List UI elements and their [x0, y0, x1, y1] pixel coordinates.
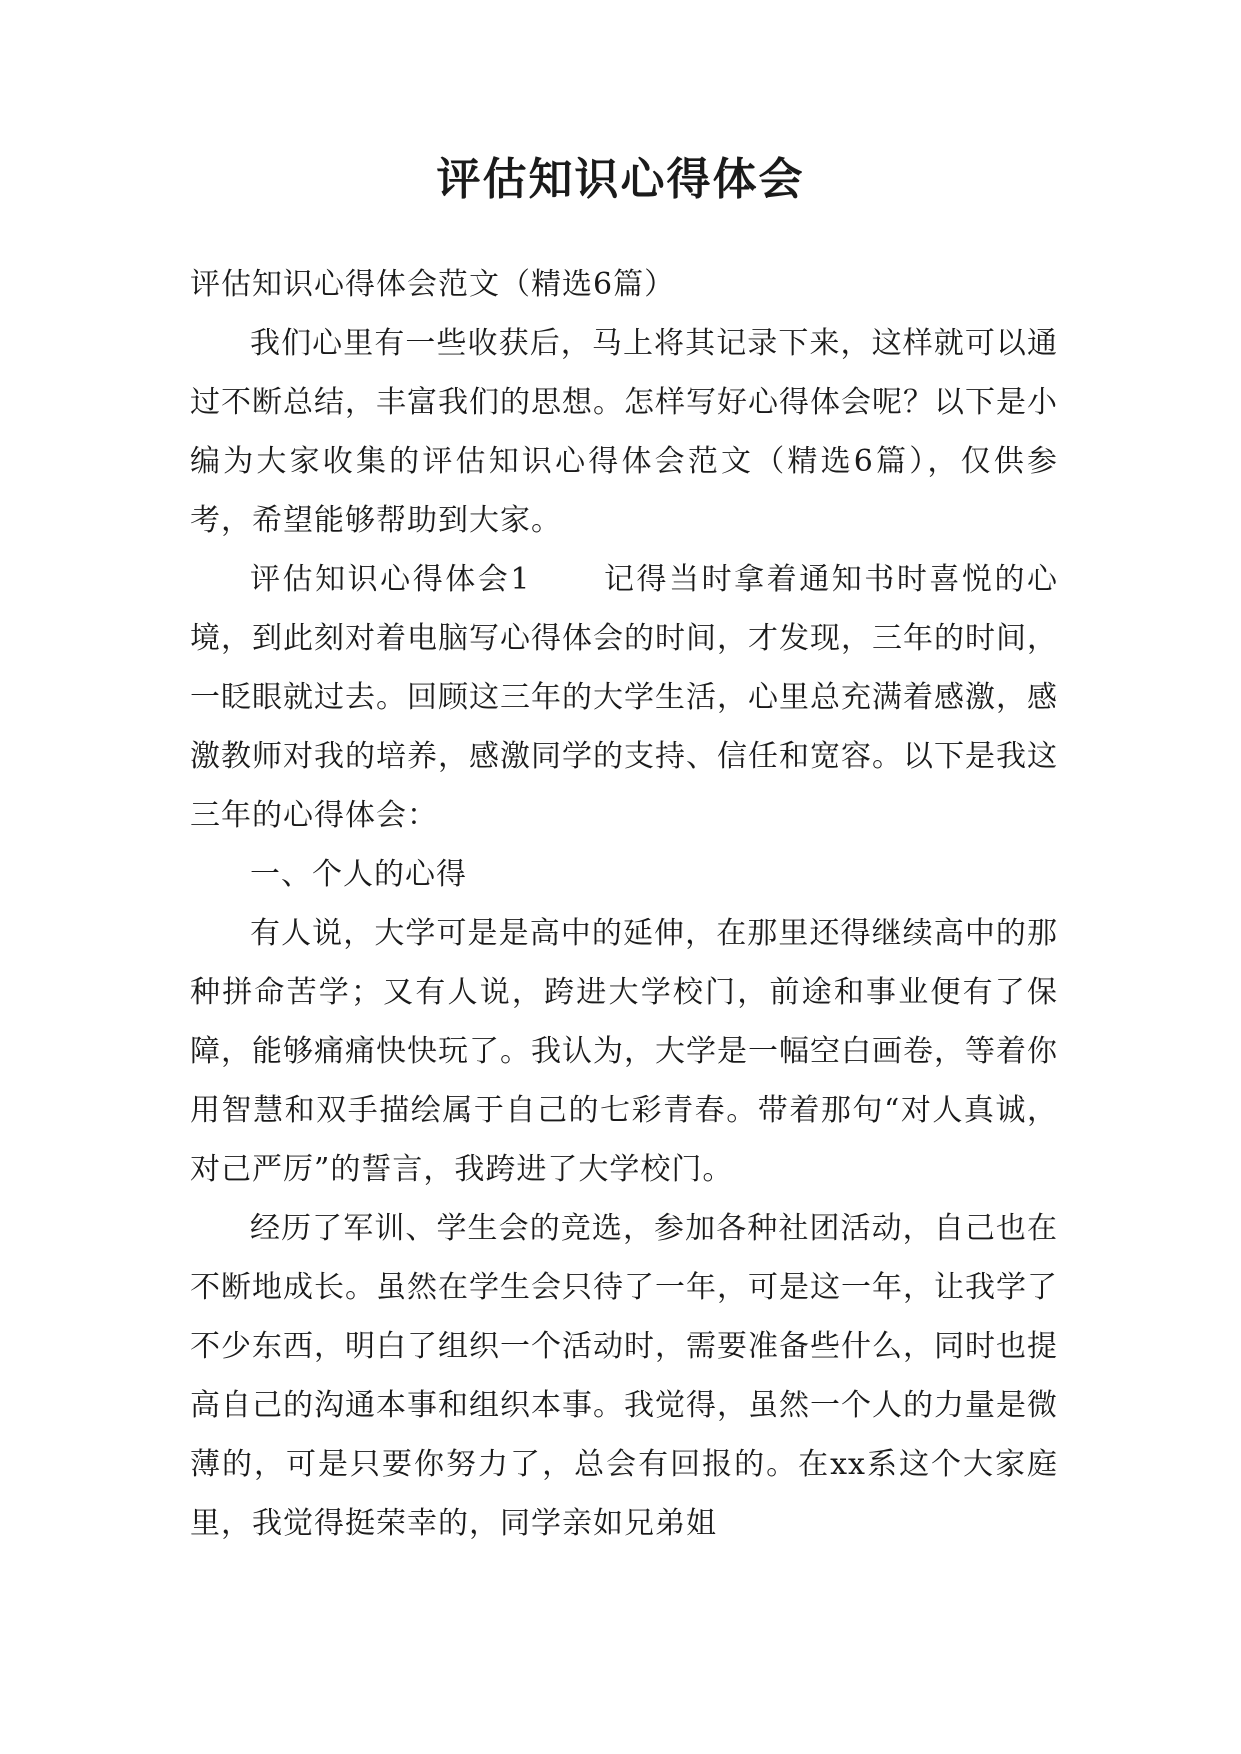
document-subtitle: 评估知识心得体会范文（精选6篇） [190, 267, 676, 302]
body-paragraph-3: 经历了军训、学生会的竞选，参加各种社团活动，自己也在不断地成长。虽然在学生会只待了一年，可是这一年，让我学了不少东西，明白了组织一个活动时，需要准备些什么，同时也提高自己的沟通本事和组织本事。我觉得，虽然一个人的力量是微薄的，可是只要你努力了，总会有回报的。在xx系这个大家庭里，我觉得挺荣幸的，同学亲如兄弟姐 [190, 1211, 1058, 1541]
intro-paragraph: 我们心里有一些收获后，马上将其记录下来，这样就可以通过不断总结，丰富我们的思想。怎样写好心得体会呢？以下是小编为大家收集的评估知识心得体会范文（精选6篇），仅供参考，希望能够帮助到大家。 [190, 326, 1058, 538]
body-paragraph-2: 有人说，大学可是是高中的延伸，在那里还得继续高中的那种拼命苦学；又有人说，跨进大学校门，前途和事业便有了保障，能够痛痛快快玩了。我认为，大学是一幅空白画卷，等着你用智慧和双手描绘属于自己的七彩青春。带着那句“对人真诚，对己严厉”的誓言，我跨进了大学校门。 [190, 916, 1058, 1187]
section-1-paragraph [190, 550, 1058, 845]
section-1-heading: 评估知识心得体会1 [250, 562, 531, 597]
section-1-opening: 记得当时拿着通知书时喜悦的心境，到此刻对着电脑写心得体会的时间，才发现，三年的时间，一眨眼就过去。回顾这三年的大学生活，心里总充满着感激，感激教师对我的培养，感激同学的支持、信任和宽容。以下是我这三年的心得体会： [190, 562, 1058, 833]
document-title: 评估知识心得体会 [436, 154, 805, 205]
part-1-heading: 一、个人的心得 [250, 857, 467, 892]
document-body [190, 255, 1058, 1553]
